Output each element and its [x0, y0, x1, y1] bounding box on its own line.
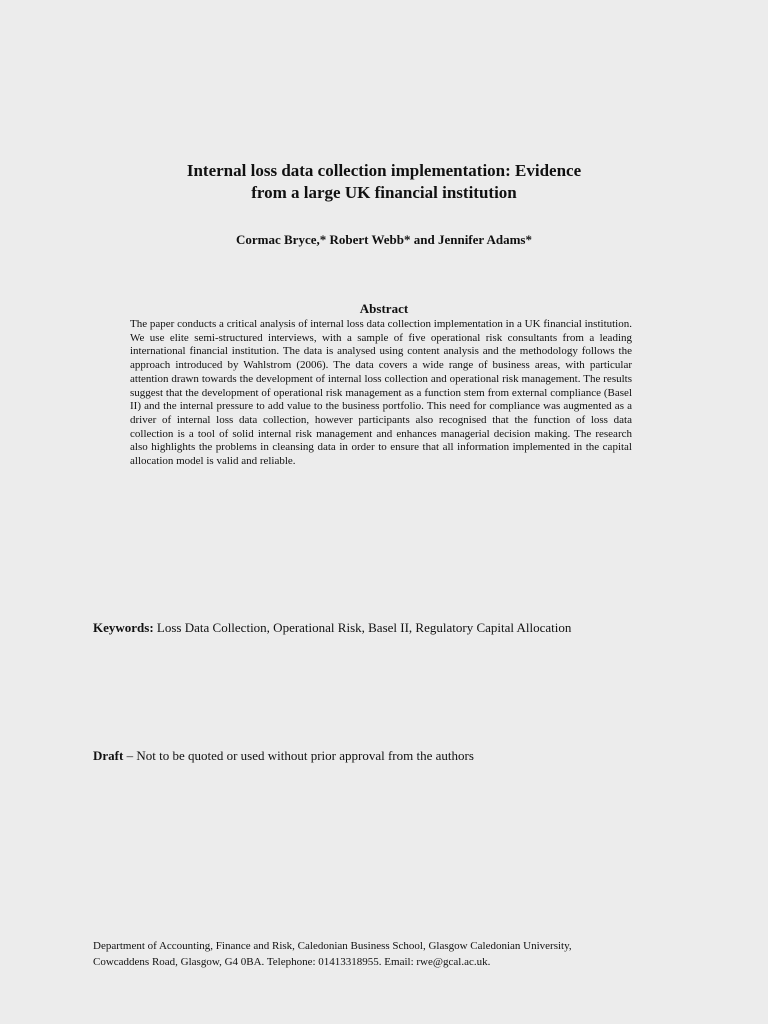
draft-text: – Not to be quoted or used without prior approval from the authors — [123, 748, 474, 763]
keywords-text: Loss Data Collection, Operational Risk, Basel II, Regulatory Capital Allocation — [153, 620, 572, 635]
keywords-line — [93, 620, 733, 636]
draft-label: Draft — [93, 748, 124, 763]
title-line-1: Internal loss data collection implementation: Evidence — [186, 161, 582, 180]
abstract-heading: Abstract — [359, 301, 409, 316]
draft-notice — [93, 748, 733, 764]
affiliation-footer — [93, 938, 693, 970]
title-line-2: from a large UK financial institution — [251, 183, 517, 202]
footer-line-1: Department of Accounting, Finance and Risk, Caledonian Business School, Glasgow Caledonian University, — [93, 940, 572, 952]
abstract-text: The paper conducts a critical analysis of internal loss data collection implementation in a UK financial institution. We use elite semi-structured interviews, with a sample of five operational risk consultants from a leading international financial institution. The data is analysed using content analysis and the methodology follows the approach introduced by Wahlstrom (2006). The data covers a wide range of business areas, with particular attention drawn towards the development of internal loss collection and operational risk management. The results suggest that the development of operational risk management as a function stem from external compliance (Basel II) and the internal pressure to add value to the business portfolio. This need for compliance was augmented as a driver of internal loss data collection, however participants also recognised that the function of loss data collection is a tool of solid internal risk management and enhances managerial decision making. The research also highlights the problems in cleansing data in order to ensure that all information implemented in the capital allocation model is valid and reliable. — [130, 318, 632, 468]
footer-line-2: Cowcaddens Road, Glasgow, G4 0BA. Telephone: 01413318955. Email: rwe@gcal.ac.uk. — [93, 956, 491, 968]
author-list: Cormac Bryce,* Robert Webb* and Jennifer Adams* — [236, 232, 532, 247]
paper-title — [0, 160, 768, 204]
keywords-label: Keywords: — [93, 620, 154, 635]
